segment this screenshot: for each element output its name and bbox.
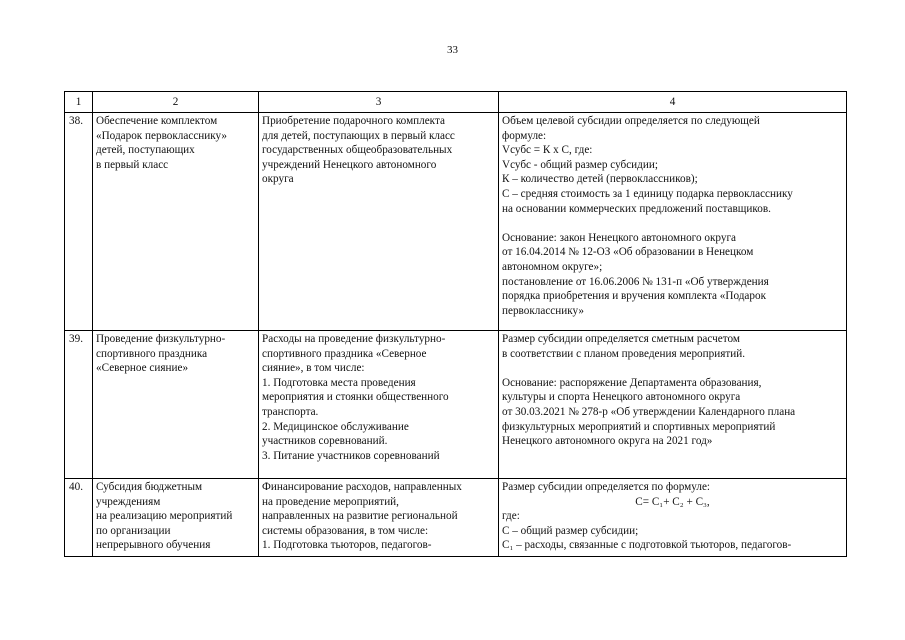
row-number: 39.	[65, 331, 93, 479]
row-subsidy-cell	[499, 331, 847, 479]
text-line: «Подарок первокласснику»	[96, 129, 227, 142]
text-line: Обеспечение комплектом	[96, 115, 218, 127]
text-line: по организации	[96, 524, 171, 537]
page-number: 33	[447, 44, 458, 56]
table-row	[65, 479, 847, 557]
text-line: Проведение физкультурно-	[96, 333, 226, 345]
row-description-cell	[259, 479, 499, 557]
text-line: Субсидия бюджетным	[96, 481, 203, 493]
text-line: направленных на развитие региональной	[262, 510, 458, 523]
text-line: детей, поступающих	[96, 144, 195, 157]
row-name-cell	[93, 479, 259, 557]
text-line: Финансирование расходов, направленных	[262, 481, 462, 493]
text-line: на проведение мероприятий,	[262, 495, 399, 508]
blank-line	[502, 361, 843, 376]
text-line: К – количество детей (первоклассников);	[502, 173, 698, 186]
text-line: спортивного праздника «Северное	[262, 347, 427, 360]
text-line: на основании коммерческих предложений поставщиков.	[502, 202, 771, 215]
text-line: Расходы на проведение физкультурно-	[262, 333, 446, 345]
row-description-cell	[259, 331, 499, 479]
row-name-cell	[93, 331, 259, 479]
text-line: Vсубс = К х С, где:	[502, 144, 593, 157]
text-line: 1. Подготовка тьюторов, педагогов-	[262, 539, 432, 552]
text-line: первокласснику»	[502, 304, 584, 317]
text-line: мероприятия и стоянки общественного	[262, 391, 449, 404]
text-line: постановление от 16.06.2006 № 131-п «Об утверждения	[502, 275, 769, 288]
formula-explanation	[502, 509, 843, 553]
row-description-cell	[259, 113, 499, 331]
row-subsidy-cell	[499, 479, 847, 557]
text-line: учреждениям	[96, 495, 161, 508]
text-line: от 30.03.2021 № 278-р «Об утверждении Календарного плана	[502, 405, 796, 418]
text-line: для детей, поступающих в первый класс	[262, 129, 455, 142]
header-cell-1: 1	[65, 92, 93, 113]
text-line: учреждений Ненецкого автономного	[262, 158, 437, 171]
text-line: Приобретение подарочного комплекта	[262, 115, 445, 127]
text-line: С₁ – расходы, связанные с подготовкой тьюторов, педагогов-	[502, 539, 792, 552]
text-line: физкультурных мероприятий и спортивных мероприятий	[502, 420, 776, 433]
text-line: в соответствии с планом проведения мероприятий.	[502, 347, 746, 360]
formula-intro: Размер субсидии определяется по формуле:	[502, 481, 711, 493]
row-subsidy-cell	[499, 113, 847, 331]
text-line: государственных общеобразовательных	[262, 144, 453, 157]
text-line: 3. Питание участников соревнований	[262, 449, 440, 462]
text-line: где:	[502, 510, 520, 523]
text-line: непрерывного обучения	[96, 539, 211, 552]
text-line: С – общий размер субсидии;	[502, 524, 639, 537]
table-row	[65, 113, 847, 331]
blank-line	[502, 216, 843, 231]
text-line: автономном округе»;	[502, 260, 603, 273]
header-cell-4: 4	[499, 92, 847, 113]
text-line: 2. Медицинское обслуживание	[262, 420, 409, 433]
text-line: формуле:	[502, 129, 547, 142]
row-number: 38.	[65, 113, 93, 331]
formula: С= С₁+ С₂ + С₃,	[635, 495, 710, 508]
text-line: Объем целевой субсидии определяется по следующей	[502, 115, 760, 127]
text-line: округа	[262, 173, 294, 186]
row-name-cell	[93, 113, 259, 331]
activities-table	[64, 91, 847, 557]
text-line: С – средняя стоимость за 1 единицу подарка первокласснику	[502, 187, 793, 200]
text-line: «Северное сияние»	[96, 362, 189, 375]
text-line: Vсубс - общий размер субсидии;	[502, 158, 658, 171]
text-line: в первый класс	[96, 158, 169, 171]
text-line: от 16.04.2014 № 12-ОЗ «Об образовании в Ненецком	[502, 246, 754, 259]
text-line: участников соревнований.	[262, 435, 388, 448]
header-cell-3: 3	[259, 92, 499, 113]
text-line: порядка приобретения и вручения комплекта «Подарок	[502, 290, 767, 303]
text-line: Ненецкого автономного округа на 2021 год»	[502, 435, 713, 448]
text-line: Основание: закон Ненецкого автономного округа	[502, 231, 737, 244]
text-line: системы образования, в том числе:	[262, 524, 429, 537]
text-line: 1. Подготовка места проведения	[262, 376, 416, 389]
header-cell-2: 2	[93, 92, 259, 113]
row-number: 40.	[65, 479, 93, 557]
table-row	[65, 331, 847, 479]
text-line: Размер субсидии определяется сметным расчетом	[502, 333, 740, 345]
text-line: культуры и спорта Ненецкого автономного округа	[502, 391, 741, 404]
text-line: сияние», в том числе:	[262, 362, 365, 375]
text-line: транспорта.	[262, 405, 319, 418]
text-line: спортивного праздника	[96, 347, 208, 360]
text-line: Основание: распоряжение Департамента образования,	[502, 376, 762, 389]
table-header-row	[65, 92, 847, 113]
text-line: на реализацию мероприятий	[96, 510, 233, 523]
